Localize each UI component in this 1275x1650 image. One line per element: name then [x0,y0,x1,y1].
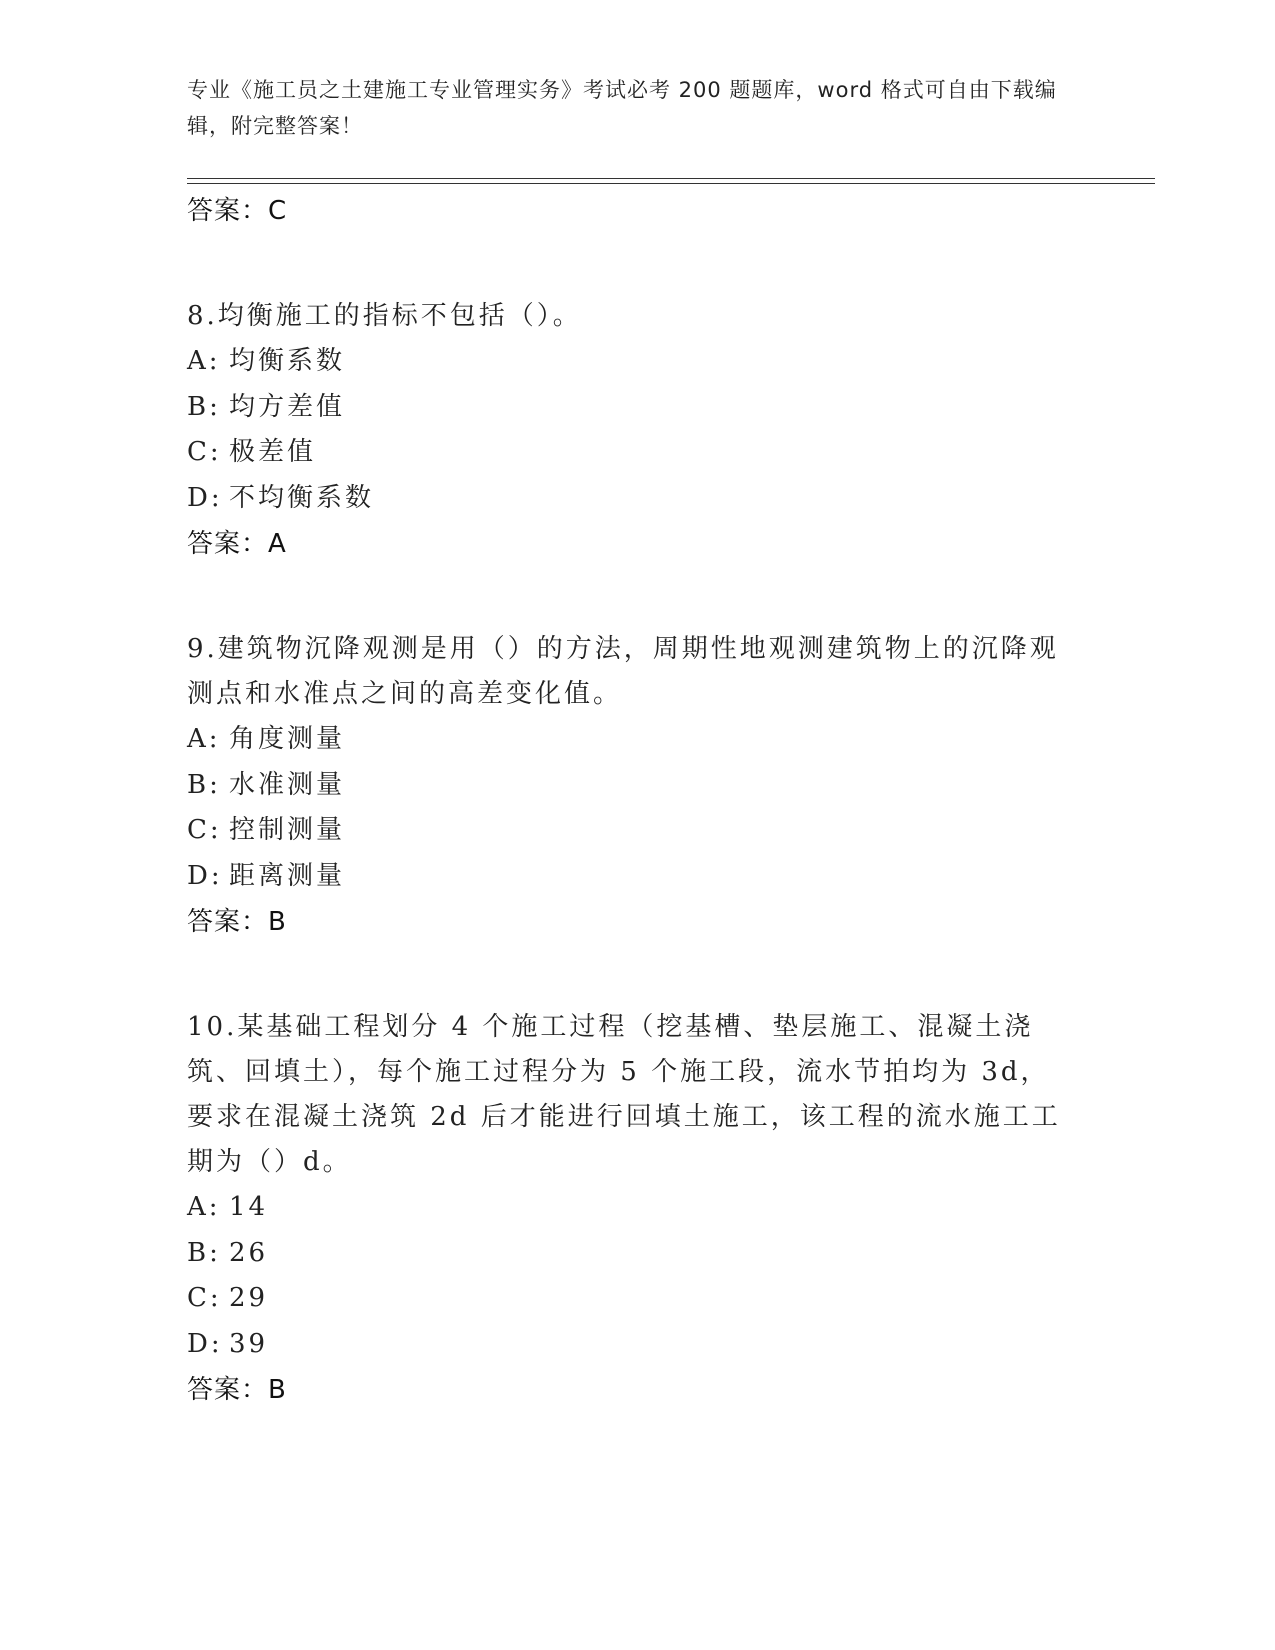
option-text: 26 [229,1237,269,1268]
header-rule-top [187,178,1155,179]
option-text: 不均衡系数 [229,482,375,513]
option-item [187,385,1067,431]
option-text: 均衡系数 [229,346,346,376]
answer-line: 答案：A [187,529,287,559]
answer-line: 答案：B [187,1375,287,1405]
option-text: 极差值 [229,437,317,467]
option-label: D: [187,1328,223,1359]
option-text: 水准测量 [229,769,346,800]
option-item [187,476,1067,522]
option-item [187,1322,1067,1368]
option-label: D: [187,482,223,513]
document-header: 专业《施工员之土建施工专业管理实务》考试必考 200 题题库，word 格式可自由下载编辑，附完整答案！ [187,78,1057,138]
option-item [187,808,1067,854]
option-label: D: [187,860,223,891]
answer-line: 答案：B [187,907,287,937]
option-text: 控制测量 [229,815,346,845]
option-label: B: [187,391,221,422]
option-item [187,763,1067,809]
option-text: 39 [229,1328,269,1359]
option-item [187,1276,1067,1322]
option-label: C: [187,815,222,845]
answer-line: 答案：C [187,196,288,226]
option-item [187,1231,1067,1277]
option-item [187,339,1067,385]
option-label: B: [187,769,221,800]
option-label: A: [187,724,221,754]
question-stem: 10.某基础工程划分 4 个施工过程（挖基槽、垫层施工、混凝土浇筑、回填土），每个施工过程分为 5 个施工段，流水节拍均为 3d，要求在混凝土浇筑 2d 后才能进行回填土施工，该工程的流水施工工期为（）d。 [187,1012,1061,1177]
option-label: A: [187,346,221,376]
question-list [187,188,1067,1413]
question-block [187,627,1067,945]
question-block [187,1005,1067,1413]
option-text: 14 [229,1192,269,1222]
option-label: A: [187,1192,221,1222]
option-label: C: [187,437,222,467]
option-item [187,854,1067,900]
question-block [187,294,1067,567]
option-item [187,717,1067,763]
option-text: 29 [229,1283,269,1313]
question-stem: 9.建筑物沉降观测是用（）的方法，周期性地观测建筑物上的沉降观测点和水准点之间的高差变化值。 [187,634,1059,709]
question-stem: 8.均衡施工的指标不包括（）。 [187,301,582,331]
option-text: 距离测量 [229,860,346,891]
header-rule-bottom [187,183,1155,184]
option-label: B: [187,1237,221,1268]
option-item [187,1185,1067,1231]
option-item [187,430,1067,476]
option-text: 均方差值 [229,391,346,422]
option-text: 角度测量 [229,724,346,754]
option-label: C: [187,1283,222,1313]
